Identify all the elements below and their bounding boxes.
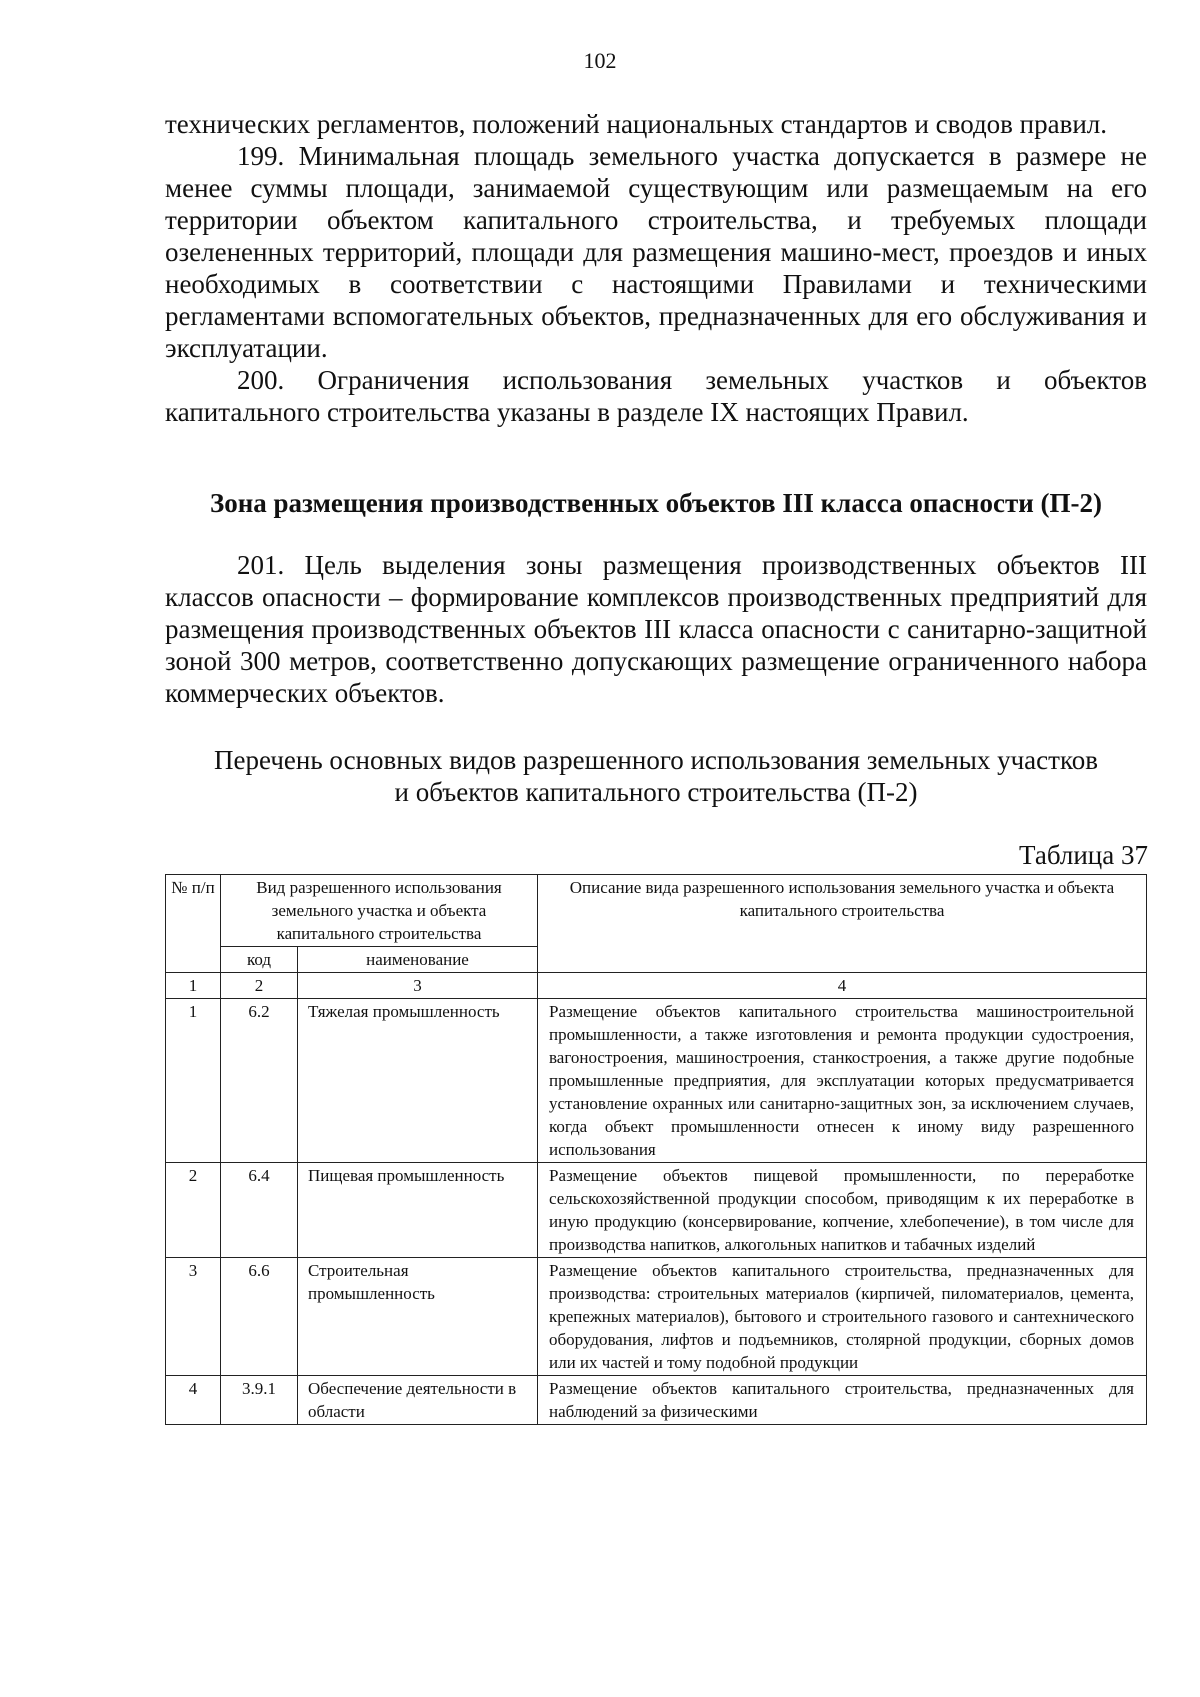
row-code: 6.6 <box>221 1258 298 1376</box>
page-number: 102 <box>583 48 617 73</box>
table-row <box>166 1163 1147 1258</box>
intro-text-block <box>165 108 1147 428</box>
row-desc: Размещение объектов капитального строительства машиностроительной промышленности, а также изготовления и ремонта продукции судостроения, вагоностроения, машиностроения, станкостроения, а также другие подобные промышленные предприятия, для эксплуатации которых предусматривается установление охранных или санитарно-защитных зон, за исключением случаев, когда объект промышленности отнесен к иному виду разрешенного использования <box>538 999 1147 1163</box>
header-name: наименование <box>298 947 538 973</box>
row-name: Тяжелая промышленность <box>298 999 538 1163</box>
column-number: 1 <box>166 973 221 999</box>
table-row <box>166 1258 1147 1376</box>
row-desc: Размещение объектов пищевой промышленности, по переработке сельскохозяйственной продукции способом, приводящим к их переработке в иную продукцию (консервирование, копчение, хлебопечение), в том числе для производства напитков, алкогольных напитков и табачных изделий <box>538 1163 1147 1258</box>
table-row <box>166 999 1147 1163</box>
permitted-use-table <box>165 874 1147 1425</box>
row-name: Обеспечение деятельности в области <box>298 1376 538 1425</box>
paragraph-continuation: технических регламентов, положений национальных стандартов и сводов правил. <box>165 109 1108 139</box>
header-code: код <box>221 947 298 973</box>
row-code: 3.9.1 <box>221 1376 298 1425</box>
row-num: 4 <box>166 1376 221 1425</box>
row-num: 1 <box>166 999 221 1163</box>
row-name: Строительная промышленность <box>298 1258 538 1376</box>
row-name: Пищевая промышленность <box>298 1163 538 1258</box>
table-label: Таблица 37 <box>1019 840 1148 870</box>
list-title-line-1: Перечень основных видов разрешенного использования земельных участков <box>214 745 1098 775</box>
table-row <box>166 1376 1147 1425</box>
row-desc: Размещение объектов капитального строительства, предназначенных для наблюдений за физическими <box>538 1376 1147 1425</box>
header-desc: Описание вида разрешенного использования земельного участка и объекта капитального строительства <box>538 875 1147 973</box>
row-desc: Размещение объектов капитального строительства, предназначенных для производства: строительных материалов (кирпичей, пиломатериалов, цемента, крепежных материалов), бытового и строительного газового и сантехнического оборудования, лифтов и подъемников, столярной продукции, сборных домов или их частей и тому подобной продукции <box>538 1258 1147 1376</box>
list-title-line-2: и объектов капитального строительства (П-2) <box>394 777 918 807</box>
paragraph-201: 201. Цель выделения зоны размещения производственных объектов III классов опасности – формирование комплексов производственных предприятий для размещения производственных объектов III класса опасности с санитарно-защитной зоной 300 метров, соответственно допускающих размещение ограниченного набора коммерческих объектов. <box>165 550 1147 708</box>
list-title <box>165 744 1147 808</box>
zone-heading: Зона размещения производственных объектов III класса опасности (П-2) <box>209 488 1102 518</box>
header-kind: Вид разрешенного использования земельного участка и объекта капитального строительства <box>221 875 538 947</box>
column-number: 2 <box>221 973 298 999</box>
row-num: 2 <box>166 1163 221 1258</box>
column-number: 4 <box>538 973 1147 999</box>
column-number: 3 <box>298 973 538 999</box>
row-num: 3 <box>166 1258 221 1376</box>
header-num: № п/п <box>166 875 221 973</box>
row-code: 6.2 <box>221 999 298 1163</box>
zone-text-block <box>165 549 1147 709</box>
paragraph-199: 199. Минимальная площадь земельного участка допускается в размере не менее суммы площади, занимаемой существующим или размещаемым на его территории объектом капитального строительства, и требуемых площади озелененных территорий, площади для размещения машино-мест, проездов и иных необходимых в соответствии с настоящими Правилами и техническими регламентами вспомогательных объектов, предназначенных для его обслуживания и эксплуатации. <box>165 141 1147 363</box>
row-code: 6.4 <box>221 1163 298 1258</box>
paragraph-200: 200. Ограничения использования земельных участков и объектов капитального строительства указаны в разделе IX настоящих Правил. <box>165 365 1147 427</box>
